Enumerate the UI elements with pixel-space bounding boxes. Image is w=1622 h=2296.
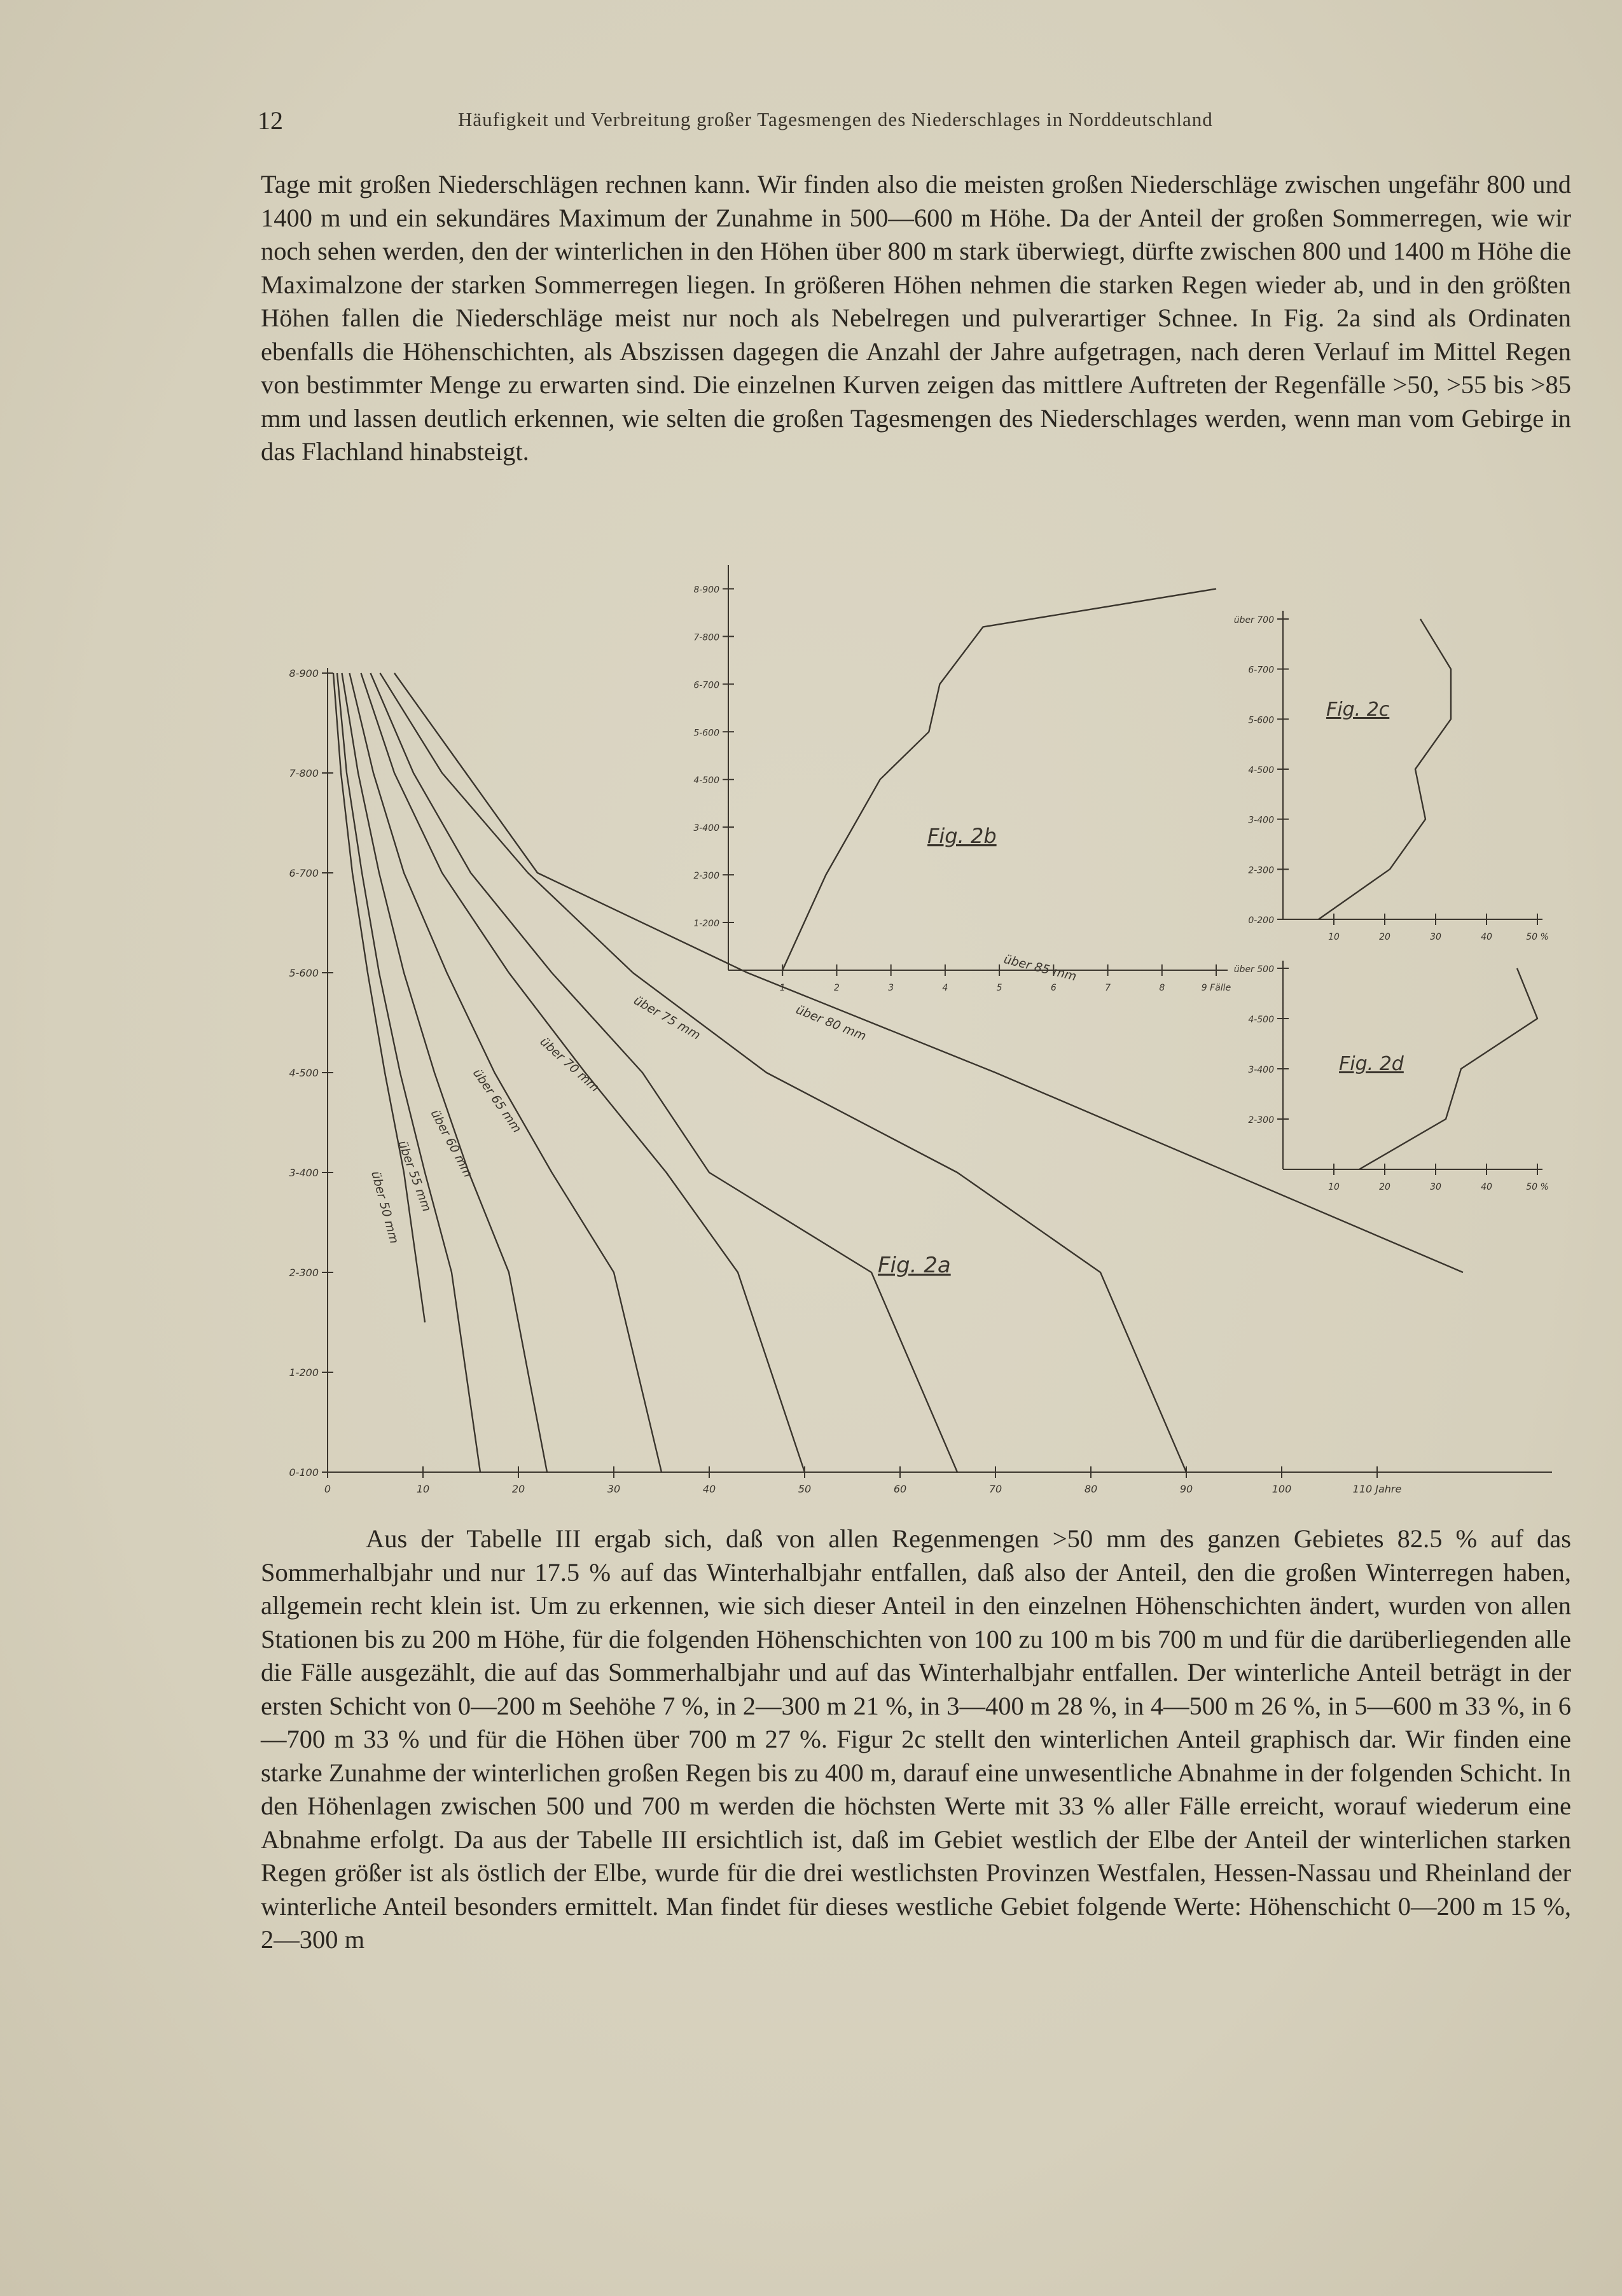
fig2d-y-tick-label: 2-300: [1248, 1115, 1274, 1125]
fig2a-x-tick-label: 10: [416, 1483, 430, 1495]
fig2c-y-tick-label: 0-200: [1248, 915, 1274, 926]
fig2b-x-tick-label: 2: [833, 983, 840, 993]
fig2b-x-tick-label: 5: [996, 983, 1002, 993]
fig2a-x-tick-label: 20: [511, 1483, 525, 1495]
fig2c-x-tick-label: 10: [1328, 932, 1340, 942]
fig2a-y-tick-label: 0-100: [289, 1466, 319, 1478]
fig2d-x-tick-label: 30: [1430, 1182, 1441, 1192]
fig2a-x-tick-label: 110 Jahre: [1352, 1483, 1402, 1495]
fig2c-x-tick-label: 50 %: [1526, 932, 1549, 942]
fig2d-title: Fig. 2d: [1339, 1053, 1404, 1075]
fig2a-x-tick-label: 40: [702, 1483, 716, 1495]
fig2c-x-tick-label: 40: [1481, 932, 1492, 942]
fig2d-x-tick-label: 50 %: [1526, 1182, 1549, 1192]
fig2a-y-tick-label: 4-500: [289, 1067, 319, 1079]
paragraph-1: Tage mit großen Niederschlägen rechnen kann. Wir finden also die meisten großen Niederschläge zwischen ungefähr 800 und 1400 m und ein sekundäres Maximum der Zunahme in 500—600 m Höhe. Da der Anteil der großen Sommerregen, wie wir noch sehen werden, den der winterlichen in den Höhen über 800 m stark überwiegt, dürfte zwischen 800 und 1400 m Höhe die Maximalzone der starken Sommerregen liegen. In größeren Höhen nehmen die starken Regen wieder ab, und in den größten Höhen fallen die Niederschläge meist nur noch als Nebelregen und pulverartiger Schnee. In Fig. 2a sind als Ordinaten ebenfalls die Höhenschichten, als Abszissen dagegen die Anzahl der Jahre aufgetragen, nach deren Verlauf im Mittel Regen von bestimmter Menge zu erwarten sind. Die einzelnen Kurven zeigen das mittlere Auftreten der Regenfälle >50, >55 bis >85 mm und lassen deutlich erkennen, wie selten die großen Tagesmengen des Niederschlages werden, wenn man vom Gebirge in das Flachland hinabsteigt.: [261, 170, 1571, 466]
fig2b-x-tick-label: 4: [942, 983, 948, 993]
fig2b-y-tick-label: 2-300: [693, 871, 719, 882]
fig2d-x-tick-label: 10: [1328, 1182, 1340, 1192]
fig2a-series-line-über-65-mm: [350, 673, 662, 1472]
fig2b-title: Fig. 2b: [927, 824, 997, 848]
paragraph-2: Aus der Tabelle III ergab sich, daß von allen Regenmengen >50 mm des ganzen Gebietes 82.5 % auf das Sommerhalbjahr und nur 17.5 % auf das Winterhalbjahr entfallen, daß also der Anteil, den die großen Winterregen haben, allgemein recht klein ist. Um zu erkennen, wie sich dieser Anteil in den einzelnen Höhenschichten ändert, wurden von allen Stationen bis zu 200 m Höhe, für die folgenden Höhenschichten von 100 zu 100 m bis 700 m und für die darüberliegenden alle die Fälle ausgezählt, die auf das Sommerhalbjahr und auf das Winterhalbjahr entfallen. Der winterliche Anteil beträgt in der ersten Schicht von 0—200 m Seehöhe 7 %, in 2—300 m 21 %, in 3—400 m 28 %, in 4—500 m 26 %, in 5—600 m 33 %, in 6—700 m 33 % und für die Höhen über 700 m 27 %. Figur 2c stellt den winterlichen Anteil graphisch dar. Wir finden eine starke Zunahme der winterlichen großen Regen bis zu 400 m, darauf eine unwesentliche Abnahme in der folgenden Schicht. In den Höhenlagen zwischen 500 und 700 m werden die höchsten Werte mit 33 % aller Fälle erreicht, worauf wiederum eine Abnahme erfolgt. Da aus der Tabelle III ersichtlich ist, daß im Gebiet westlich der Elbe der Anteil der winterlichen starken Regen größer ist als östlich der Elbe, wurde für die drei westlichsten Provinzen Westfalen, Hessen-Nassau und Rheinland der winterliche Anteil besonders ermittelt. Man findet für dieses westliche Gebiet folgende Werte: Höhenschicht 0—200 m 15 %, 2—300 m: [261, 1524, 1571, 1954]
fig2b-x-tick-label: 6: [1050, 983, 1057, 993]
page-number: 12: [258, 106, 283, 135]
fig2a-y-tick-label: 7-800: [289, 767, 319, 779]
fig2a-curve-label-über-55-mm: über 55 mm: [395, 1139, 434, 1214]
fig2a-series-line-über-60-mm: [342, 673, 548, 1472]
fig2b-y-tick-label: 3-400: [693, 823, 719, 834]
fig2d-y-tick-label: über 500: [1233, 964, 1274, 975]
fig2b-series-line: [782, 589, 1216, 971]
fig2a-curve-label-über-60-mm: über 60 mm: [427, 1107, 475, 1180]
fig2a-x-tick-label: 70: [988, 1483, 1002, 1495]
fig2a-x-tick-label: 100: [1272, 1483, 1292, 1495]
fig2b-y-tick-label: 7-800: [693, 632, 719, 643]
fig2d-y-tick-label: 3-400: [1248, 1065, 1274, 1075]
fig2a-curve-label-über-70-mm: über 70 mm: [537, 1034, 602, 1095]
fig2b-x-tick-label: 9 Fälle: [1201, 983, 1231, 993]
fig2c-title: Fig. 2c: [1326, 699, 1390, 721]
fig2c-series-line: [1319, 619, 1451, 919]
fig2a-y-tick-label: 3-400: [289, 1167, 319, 1179]
fig2a-y-tick-label: 6-700: [289, 867, 319, 879]
fig2a-curve-label-über-85-mm: über 85 mm: [1002, 952, 1078, 984]
fig2a-curve-label-über-65-mm: über 65 mm: [469, 1066, 524, 1136]
fig2c-y-tick-label: 3-400: [1248, 815, 1274, 826]
fig2b-y-tick-label: 6-700: [693, 680, 719, 691]
fig2a-y-tick-label: 5-600: [289, 967, 319, 979]
fig2c-y-tick-label: 5-600: [1248, 715, 1274, 726]
fig2a-x-tick-label: 60: [893, 1483, 907, 1495]
fig2c-y-tick-label: über 700: [1233, 615, 1274, 625]
fig2c-x-tick-label: 30: [1430, 932, 1441, 942]
fig2a-x-tick-label: 80: [1084, 1483, 1098, 1495]
fig2c-y-tick-label: 4-500: [1248, 765, 1274, 776]
fig2b-x-tick-label: 1: [779, 983, 786, 993]
fig2d-x-tick-label: 40: [1481, 1182, 1492, 1192]
running-title: Häufigkeit und Verbreitung großer Tagesmengen des Niederschlages in Norddeutschland: [458, 108, 1213, 130]
fig2a-curve-label-über-50-mm: über 50 mm: [368, 1169, 401, 1246]
fig2a-y-tick-label: 1-200: [289, 1367, 319, 1379]
fig2c-y-tick-label: 2-300: [1248, 865, 1274, 876]
fig2c-x-tick-label: 20: [1379, 932, 1390, 942]
fig2a-curve-label-über-80-mm: über 80 mm: [794, 1003, 868, 1044]
fig2a-y-tick-label: 8-900: [289, 667, 319, 679]
fig2a-curve-label-über-75-mm: über 75 mm: [631, 993, 703, 1043]
fig2a-x-tick-label: 30: [607, 1483, 621, 1495]
fig2c-y-tick-label: 6-700: [1248, 665, 1274, 676]
fig2a-series-line-über-85-mm: [394, 673, 1463, 1272]
fig2a-title: Fig. 2a: [878, 1253, 951, 1278]
fig2a-series-line-über-80-mm: [380, 673, 1187, 1472]
fig2a-x-tick-label: 0: [324, 1483, 331, 1495]
fig2b-y-tick-label: 8-900: [693, 585, 719, 595]
fig2a-x-tick-label: 90: [1179, 1483, 1193, 1495]
fig2b-y-tick-label: 4-500: [693, 776, 719, 786]
fig2b-x-tick-label: 8: [1159, 983, 1165, 993]
fig2a-y-tick-label: 2-300: [289, 1267, 319, 1279]
fig2b-y-tick-label: 5-600: [693, 728, 719, 739]
fig2b-y-tick-label: 1-200: [693, 919, 719, 929]
fig2b-x-tick-label: 7: [1105, 983, 1111, 993]
fig2a-x-tick-label: 50: [798, 1483, 812, 1495]
fig2d-x-tick-label: 20: [1379, 1182, 1390, 1192]
fig2b-x-tick-label: 3: [888, 983, 894, 993]
fig2d-y-tick-label: 4-500: [1248, 1015, 1274, 1025]
